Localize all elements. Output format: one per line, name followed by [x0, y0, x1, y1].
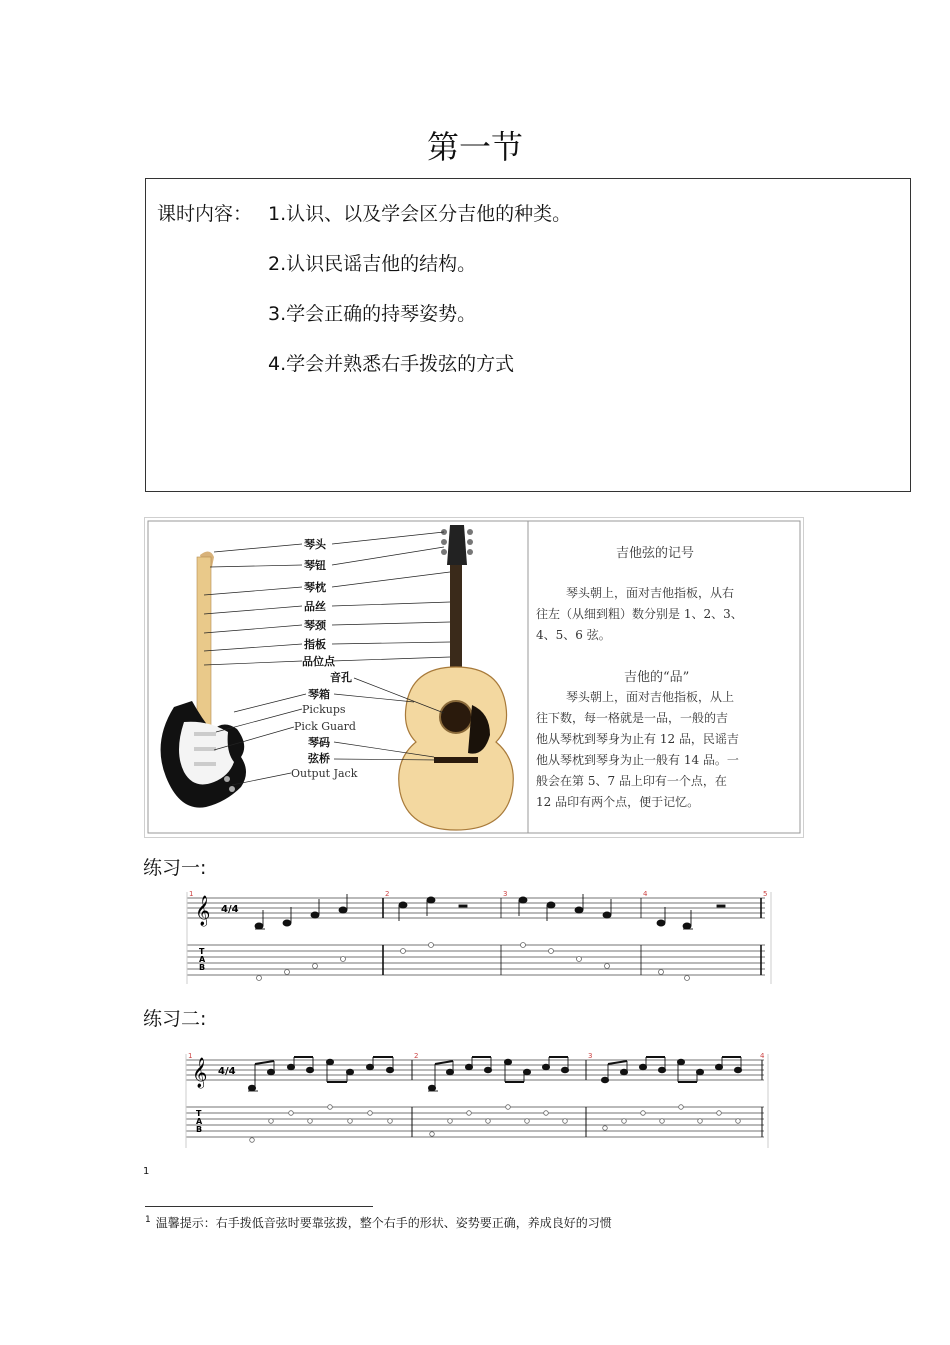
measure-number: 1: [189, 890, 194, 898]
lesson-item: 4.学会并熟悉右手拨弦的方式: [268, 353, 515, 375]
strings-text: 4、5、6 弦。: [536, 628, 611, 642]
lesson-item: 3.学会正确的持琴姿势。: [268, 303, 477, 325]
tab-clef: T: [199, 947, 205, 956]
label-bridge: 弦桥: [308, 752, 330, 765]
fret-title: 吉他的“品”: [624, 670, 690, 685]
fret-text: 往下数，每一格就是一品，一般的吉: [536, 711, 729, 725]
footnote-marker: 1: [143, 1166, 150, 1177]
time-signature: 4/4: [221, 904, 239, 915]
guitar-structure-figure: [144, 517, 804, 838]
label-position-markers: 品位点: [302, 655, 335, 668]
label-nut: 琴枕: [304, 581, 326, 594]
fret-text: 琴头朝上，面对吉他指板，从上: [566, 690, 735, 704]
fret-text: 他从琴枕到琴身为止一般有 14 品。一: [536, 753, 739, 767]
label-output-jack: Output Jack: [291, 767, 358, 780]
lesson-item: 2.认识民谣吉他的结构。: [268, 253, 477, 275]
strings-text: 琴头朝上，面对吉他指板，从右: [566, 586, 735, 600]
tab-clef: B: [199, 963, 206, 972]
tab-clef: T: [196, 1109, 202, 1118]
tab-clef: A: [196, 1117, 203, 1126]
exercise1-notation: [175, 888, 773, 988]
label-frets: 品丝: [304, 600, 326, 613]
strings-text: 往左（从细到粗）数分别是 1、2、3、: [536, 607, 743, 621]
measure-number: 2: [385, 890, 390, 898]
measure-number: 3: [588, 1052, 593, 1060]
lesson-item: 1.认识、以及学会区分吉他的种类。: [268, 203, 572, 225]
fret-text: 般会在第 5、7 品上印有一个点，在: [536, 774, 727, 788]
exercise2-notation: [178, 1050, 770, 1150]
lesson-content-box: [145, 178, 911, 492]
label-fingerboard: 指板: [304, 638, 326, 651]
tab-clef: A: [199, 955, 206, 964]
page-title: 第一节: [426, 128, 523, 166]
measure-number: 4: [643, 890, 648, 898]
label-body: 琴箱: [308, 688, 330, 701]
label-pick-guard: Pick Guard: [294, 720, 356, 733]
measure-number: 4: [760, 1052, 765, 1060]
footnote-text: 温馨提示：右手拨低音弦时要靠弦拨，整个右手的形状、姿势要正确，养成良好的习惯: [155, 1216, 612, 1230]
tab-clef: B: [196, 1125, 203, 1134]
measure-number: 3: [503, 890, 508, 898]
label-headstock: 琴头: [304, 538, 326, 551]
measure-number: 2: [414, 1052, 419, 1060]
treble-clef-icon: 𝄞: [195, 896, 211, 926]
measure-number: 5: [763, 890, 768, 898]
lesson-label: 课时内容：: [157, 203, 253, 225]
label-soundhole: 音孔: [330, 671, 352, 684]
footnote: [145, 1214, 612, 1231]
footnote-number: 1: [145, 1215, 151, 1225]
time-signature: 4/4: [218, 1066, 236, 1077]
exercise1-label: 练习一:: [143, 857, 207, 879]
fret-text: 12 品印有两个点，便于记忆。: [536, 795, 700, 809]
fret-text: 他从琴枕到琴身为止有 12 品，民谣吉: [536, 732, 739, 746]
strings-title: 吉他弦的记号: [616, 546, 695, 561]
exercise2-label: 练习二:: [143, 1008, 207, 1030]
footnote-divider: [145, 1206, 373, 1207]
treble-clef-icon: 𝄞: [192, 1058, 208, 1088]
label-neck: 琴颈: [304, 619, 326, 632]
measure-number: 1: [188, 1052, 193, 1060]
label-pickups: Pickups: [302, 703, 346, 716]
label-tuners: 琴钮: [304, 559, 326, 572]
label-saddle: 琴码: [308, 736, 330, 749]
